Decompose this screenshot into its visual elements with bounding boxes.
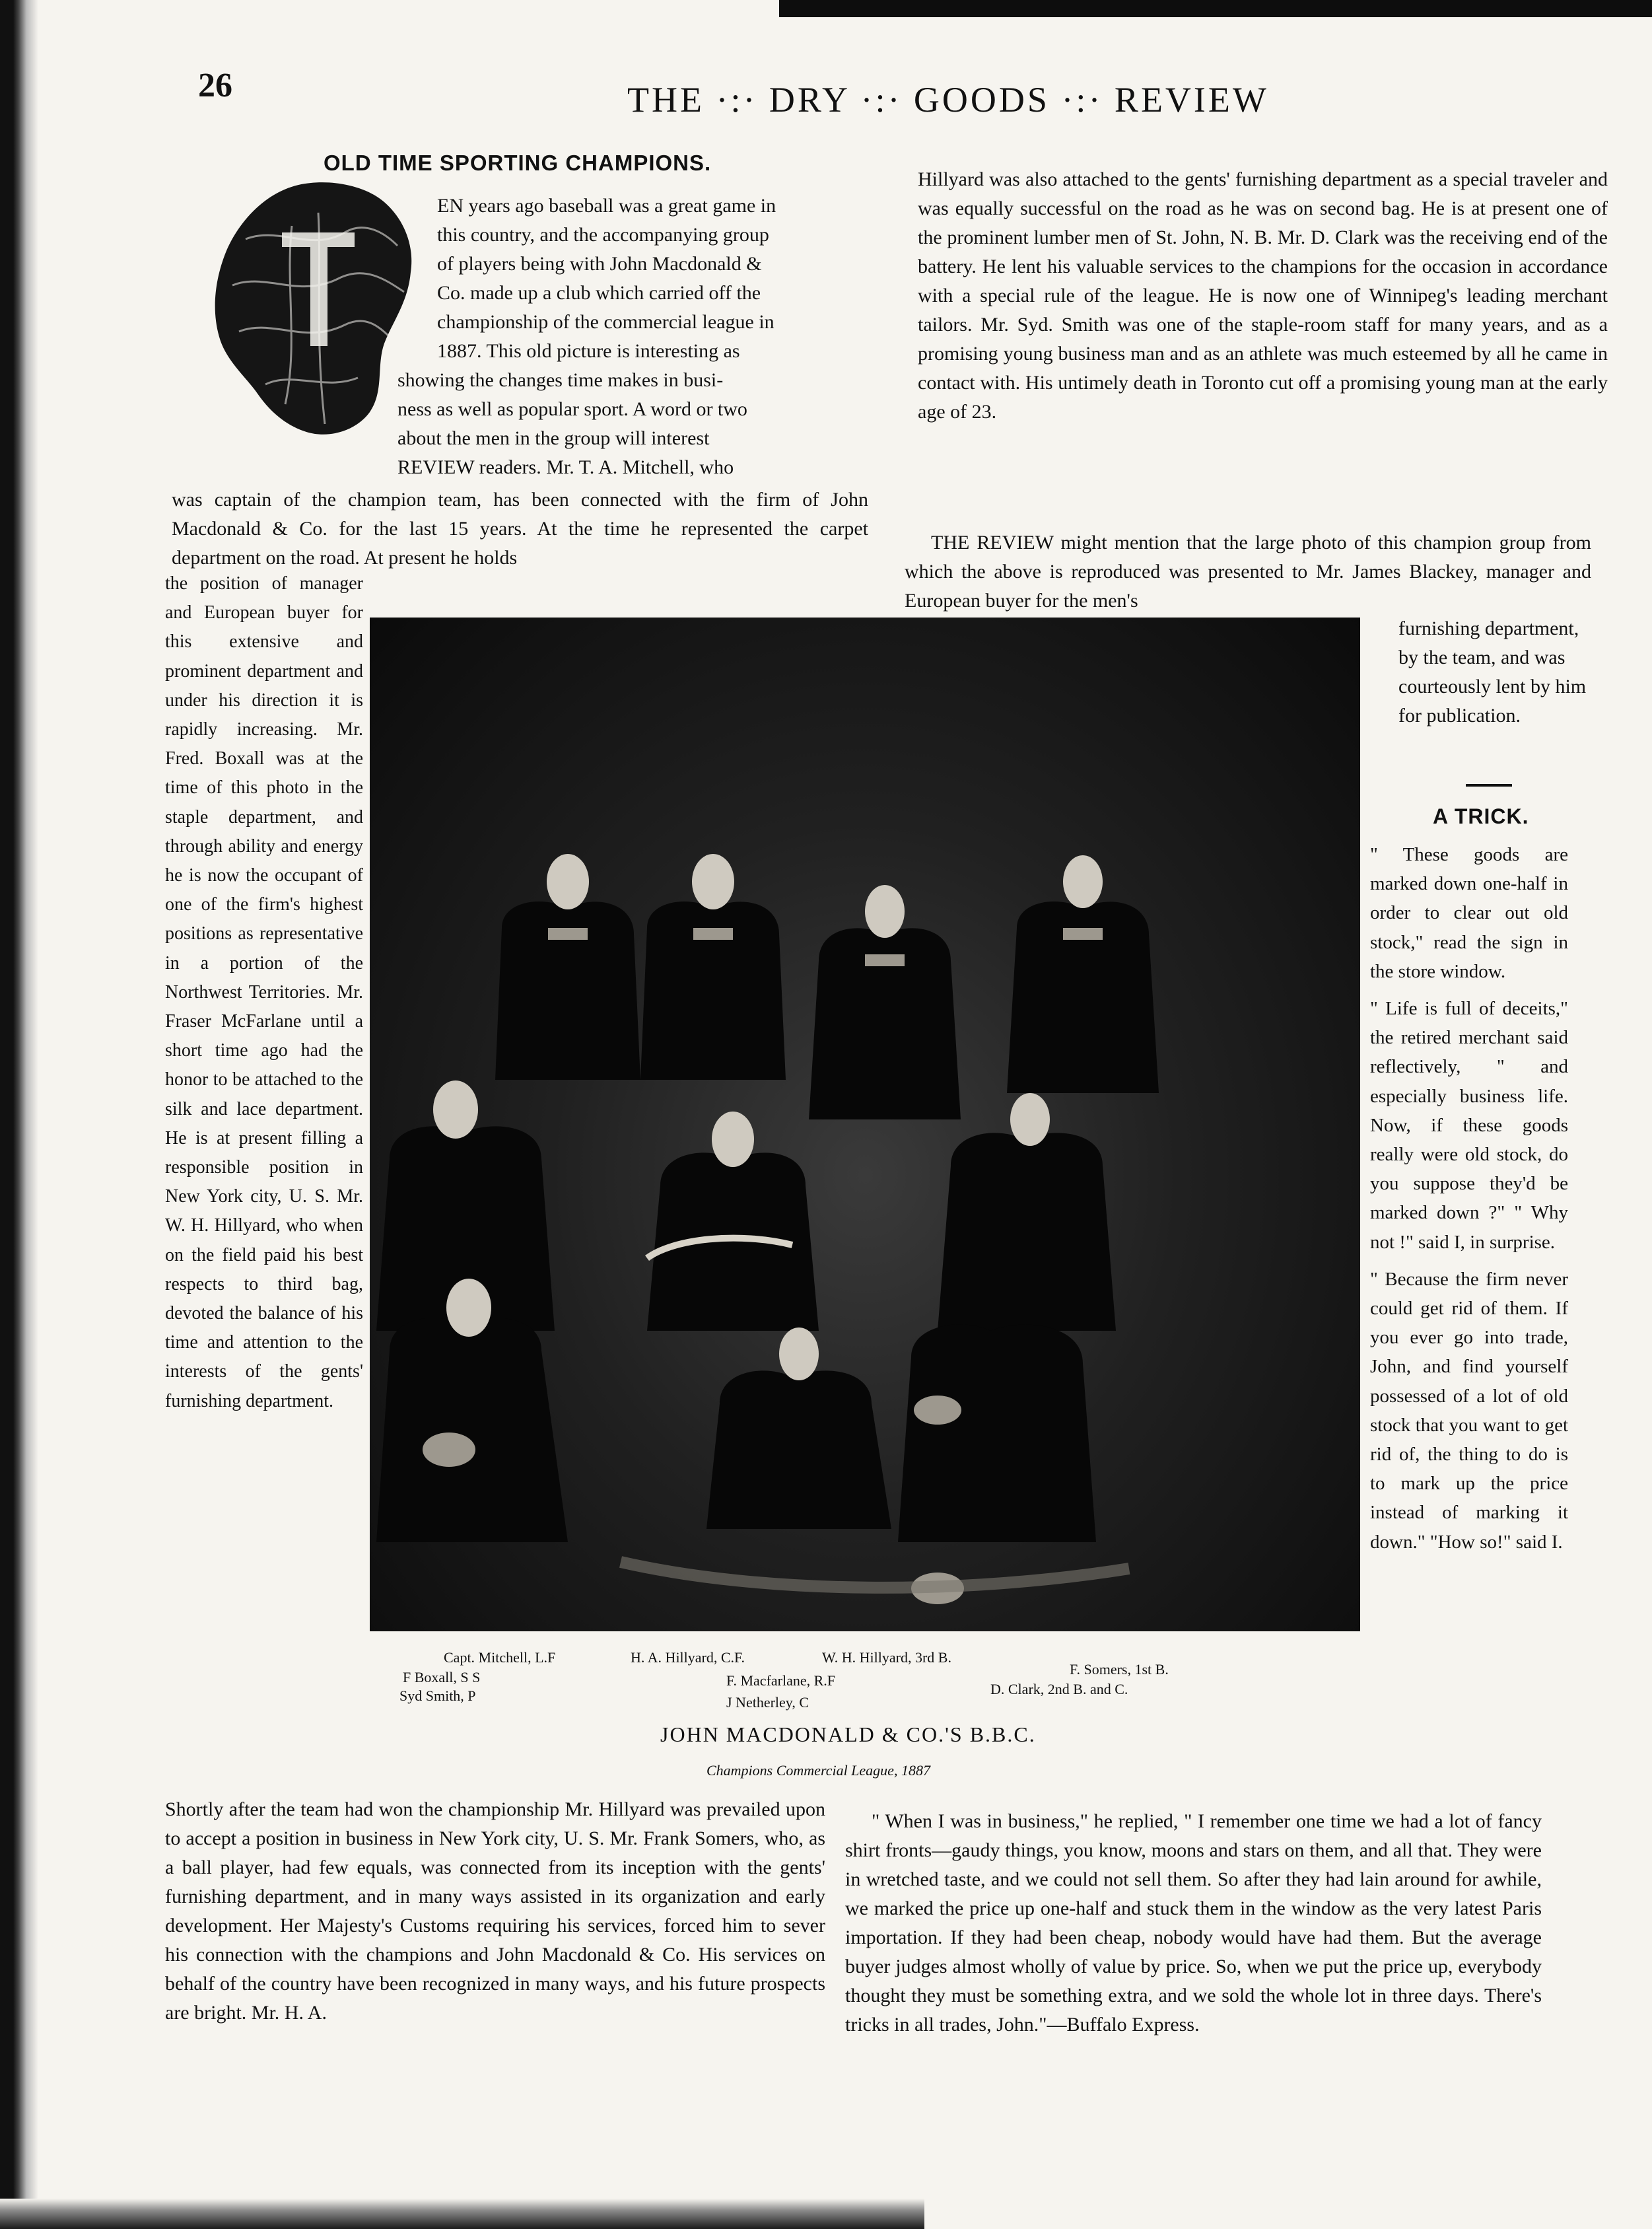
photo-caption-title: JOHN MACDONALD & CO.'S B.B.C. [660,1722,1036,1746]
photo-caption-subtitle: Champions Commercial League, 1887 [706,1762,930,1779]
caption-name: Syd Smith, P [399,1687,476,1704]
champions-bottom-paragraph: Shortly after the team had won the championship Mr. Hillyard was prevailed upon to accept a position in business in New York city, U. S. Mr. Frank Somers, who, as a ball player, had few equals, was connected from its inception with the gents' furnishing department, and in many ways assisted in its organization and early development. Her Majesty's Customs requiring his services, forced him to sever his connection with the champions and John Macdonald & Co. His services on behalf of the country have been recognized in many ways, and his future prospects are bright. Mr. H. A. [165,1798,825,2024]
caption-name: F Boxall, S S [403,1669,481,1685]
trick-paragraph: " Life is full of deceits," the retired merchant said reflectively, " and especially business life. Now, if these goods really were old stock, do you suppose they'd be marked down ?" " Why not !" said I, in surprise. [1370,998,1568,1253]
trick-paragraph: " These goods are marked down one-half in order to clear out old stock," read the sign in the store window. [1370,844,1568,982]
champions-narrow-column: the position of manager and European buyer for this extensive and prominent department and under his direction it is rapidly increasing. Mr. Fred. Boxall was at the time of this photo in the staple department, and through ability and energy he is now the occupant of one of the firm's highest positions as representative in a portion of the Northwest Territories. Mr. Fraser McFarlane until a short time ago had the honor to be attached to the silk and lace department. He is at present filling a responsible position in New York city, U. S. Mr. W. H. Hillyard, who when on the field paid his best respects to third bag, devoted the balance of his time and attention to the interests of the gents' furnishing department. [165,573,363,1411]
masthead: THE ·:· DRY ·:· GOODS ·:· REVIEW [627,80,1269,120]
trick-narrow-column [1370,840,1568,1557]
caption-name: Capt. Mitchell, L.F [444,1649,556,1666]
trick-paragraph: " Because the firm never could get rid of them. If you ever go into trade, John, and find yourself possessed of a lot of old stock that you want to get rid of, the thing to do is to mark up the price instead of marking it down." "How so!" said I. [1370,1268,1568,1553]
article-title-trick: A TRICK. [1433,804,1529,828]
team-photo [370,618,1360,1631]
intro-line: REVIEW readers. Mr. T. A. Mitchell, who [397,456,734,478]
caption-name: J Netherley, C [726,1694,809,1711]
intro-line: about the men in the group will interest [397,427,710,449]
intro-line: championship of the commercial league in [437,311,774,333]
article-title-champions: OLD TIME SPORTING CHAMPIONS. [324,151,712,175]
intro-line: of players being with John Macdonald & [437,253,762,275]
caption-name: W. H. Hillyard, 3rd B. [822,1649,951,1666]
champions-intro [397,192,879,482]
book-spine-shadow [0,0,38,2229]
intro-line: showing the changes time makes in busi- [397,369,724,391]
ornamental-drop-cap [186,173,430,450]
scan-edge-bottom [0,2199,924,2229]
review-note-narrow: furnishing department, by the team, and was courteously lent by him for publication. [1398,618,1587,726]
intro-line: ness as well as popular sport. A word or two [397,398,747,420]
intro-line: 1887. This old picture is interesting as [437,340,740,362]
review-note-wide: THE REVIEW might mention that the large photo of this champion group from which the above is reproduced was presented to Mr. James Blackey, manager and European buyer for the men's [905,532,1591,612]
intro-line: Co. made up a club which carried off the [437,282,761,304]
champions-right-paragraph: Hillyard was also attached to the gents' furnishing department as a special traveler and was equally successful on the road as he was on second bag. He is at present one of the prominent lumber men of St. John, N. B. Mr. D. Clark was the receiving end of the battery. He lent his valuable services to the champions for the occasion in accordance with a special rule of the league. He is now one of Winnipeg's leading merchant tailors. Mr. Syd. Smith was one of the staple-room staff for many years, and as a promising young business man and as an athlete was much esteemed by all he came in contact with. His untimely death in Toronto cut off a promising young man at the early age of 23. [918,168,1608,423]
caption-name: D. Clark, 2nd B. and C. [990,1681,1128,1697]
caption-name: F. Macfarlane, R.F [726,1672,836,1689]
caption-name: F. Somers, 1st B. [1070,1661,1169,1678]
caption-name: H. A. Hillyard, C.F. [631,1649,745,1666]
section-divider [1466,784,1512,787]
intro-line: this country, and the accompanying group [437,224,769,246]
page-number: 26 [198,67,232,104]
scan-edge-top [779,0,1652,17]
trick-bottom-paragraph: " When I was in business," he replied, " I remember one time we had a lot of fancy shirt fronts—gaudy things, you know, moons and stars on them, and all that. They were in wretched taste, and we could not sell them. So after they had lain around for awhile, we marked the price up one-half and stuck them in the window as the very latest Paris importation. If they had been cheap, nobody would have had them. But the average buyer judges almost wholly of value by price. So, when we put the price up, everybody thought they must be something extra, and we sold the whole lot in three days. There's tricks in all trades, John."—Buffalo Express. [845,1810,1542,2035]
intro-line: EN years ago baseball was a great game in [437,195,776,217]
champions-paragraph-wide: was captain of the champion team, has been connected with the firm of John Macdonald & Co. for the last 15 years. At the time he represented the carpet department on the road. At present he holds [172,489,868,569]
